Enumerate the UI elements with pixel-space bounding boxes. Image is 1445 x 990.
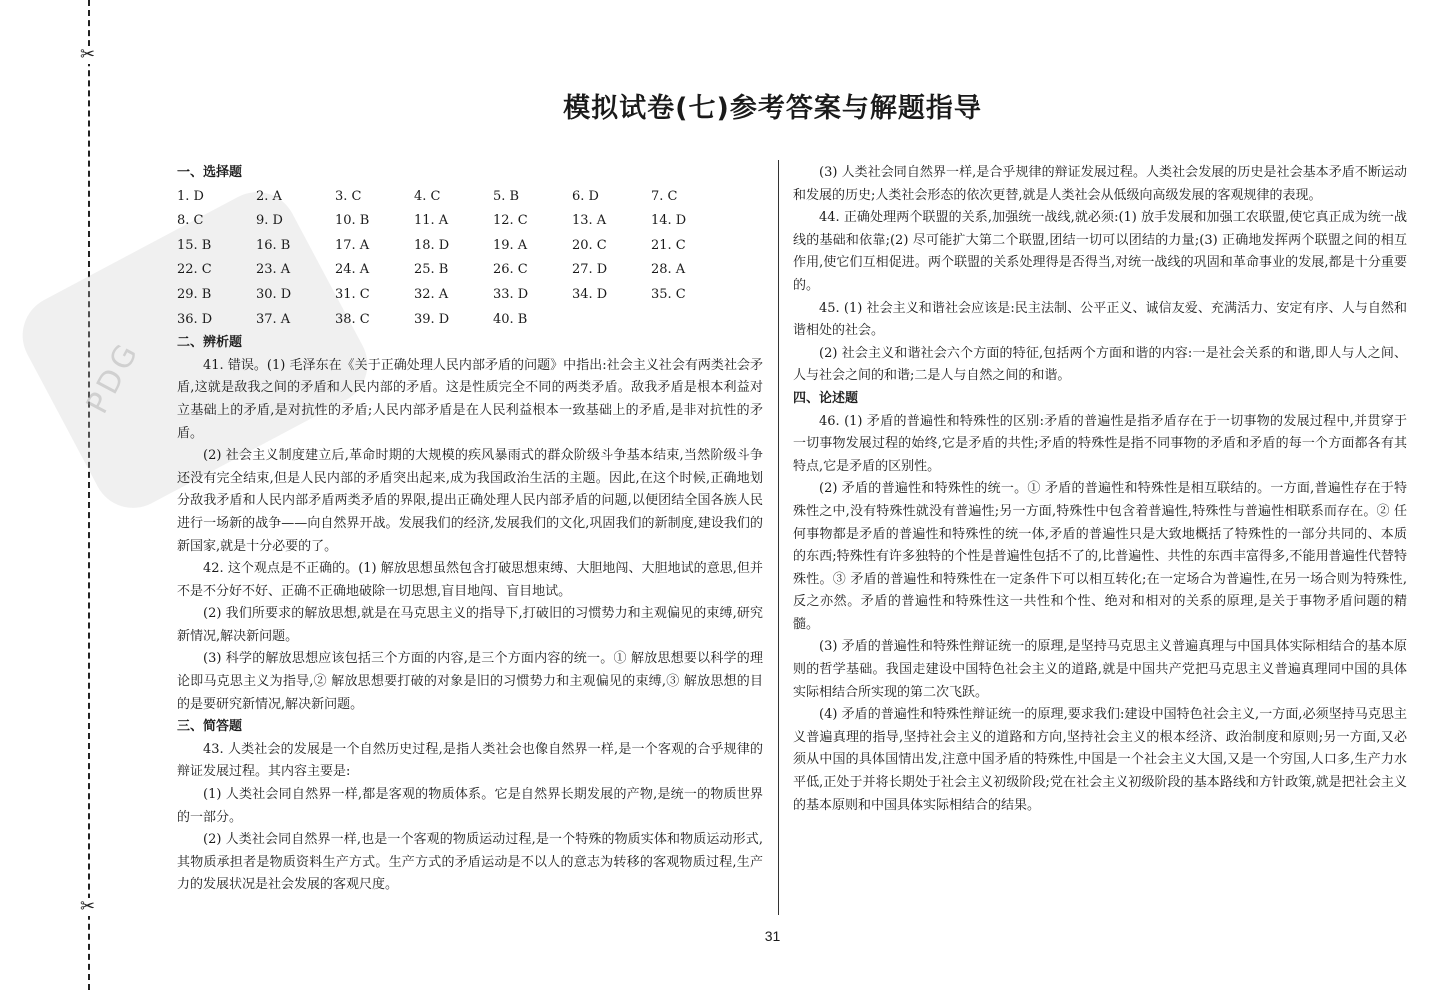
paragraph: (3) 矛盾的普遍性和特殊性辩证统一的原理,是坚持马克思主义普遍真理与中国具体实际相结合的基本原则的哲学基础。我国走建设中国特色社会主义的道路,就是中国共产党把马克思主义普遍真理同中国的具体实际相结合所实现的第二次飞跃。: [793, 639, 1407, 700]
answer-item: 4. C: [414, 188, 441, 204]
answer-item: 14. D: [651, 213, 687, 229]
answer-item: 39. D: [414, 311, 450, 327]
watermark-logo-icon: PDG: [79, 335, 147, 420]
paragraph: (2) 矛盾的普遍性和特殊性的统一。① 矛盾的普遍性和特殊性是相互联结的。一方面,普遍性存在于特殊性之中,没有特殊性就没有普遍性;另一方面,特殊性中包含着普遍性,特殊性与普遍性相联系而存在。② 任何事物都是矛盾的普遍性和特殊性的统一体,矛盾的普遍性只是大致地概括了特殊性的一部分共同的、本质的东西;特殊性有许多独特的个性是普遍性包括不了的,比普遍性、共性的东西丰富得多,不能用普遍性代替特殊性。③ 矛盾的普遍性和特殊性在一定条件下可以相互转化;在一定场合为普遍性,在另一场合则为特殊性,反之亦然。矛盾的普遍性和特殊性这一共性和个性、绝对和相对的关系的原理,是关于事物矛盾问题的精髓。: [793, 481, 1407, 632]
answer-item: 18. D: [414, 237, 450, 253]
answer-item: 32. A: [414, 286, 449, 302]
answer-item: 40. B: [493, 311, 528, 327]
answer-item: 3. C: [335, 188, 362, 204]
answer-item: 37. A: [256, 311, 291, 327]
paragraph: 42. 这个观点是不正确的。(1) 解放思想虽然包含打破思想束缚、大胆地闯、大胆地试的意思,但并不是不分好不好、正确不正确地破除一切思想,盲目地闯、盲目地试。: [177, 561, 763, 599]
paragraph: 44. 正确处理两个联盟的关系,加强统一战线,就必须:(1) 放手发展和加强工农联盟,使它真正成为统一战线的基础和依靠;(2) 尽可能扩大第二个联盟,团结一切可以团结的力量;(3) 正确地发挥两个联盟之间的相互作用,使它们互相促进。两个联盟的关系处理得是否得当,对统一战线的巩固和革命事业的发展,都是十分重要的。: [793, 210, 1407, 293]
answer-item: 5. B: [493, 188, 520, 204]
right-column: [793, 162, 1407, 817]
scissors-icon: ✂: [80, 896, 96, 917]
answer-item: 7. C: [651, 188, 678, 204]
answer-item: 11. A: [414, 213, 449, 229]
paragraph: (3) 科学的解放思想应该包括三个方面的内容,是三个方面内容的统一。① 解放思想要以科学的理论即马克思主义为指导,② 解放思想要打破的对象是旧的习惯势力和主观偏见的束缚,③ 解放思想的目的是要研究新情况,解决新问题。: [177, 651, 763, 712]
answer-item: 38. C: [335, 311, 370, 327]
section-heading: 一、选择题: [177, 165, 243, 180]
left-column: [177, 162, 763, 897]
answer-item: 6. D: [572, 188, 599, 204]
paragraph: (3) 人类社会同自然界一样,是合乎规律的辩证发展过程。人类社会发展的历史是社会基本矛盾不断运动和发展的历史;人类社会形态的依次更替,就是人类社会从低级向高级发展的客观规律的表现。: [793, 165, 1407, 203]
paragraph: (1) 人类社会同自然界一样,都是客观的物质体系。它是自然界长期发展的产物,是统一的物质世界的一部分。: [177, 787, 763, 825]
answer-item: 19. A: [493, 237, 528, 253]
answer-item: 12. C: [493, 213, 528, 229]
paragraph: (2) 社会主义和谐社会六个方面的特征,包括两个方面和谐的内容:一是社会关系的和谐,即人与人之间、人与社会之间的和谐;二是人与自然之间的和谐。: [793, 345, 1407, 384]
answer-item: 36. D: [177, 311, 213, 327]
answer-item: 27. D: [572, 262, 608, 278]
answer-item: 30. D: [256, 286, 292, 302]
answer-item: 8. C: [177, 213, 204, 229]
answer-item: 35. C: [651, 286, 686, 302]
section-heading: 三、简答题: [177, 719, 243, 735]
answer-item: 10. B: [335, 213, 370, 229]
section-heading: 四、论述题: [793, 390, 859, 406]
answer-item: 9. D: [256, 213, 283, 229]
answer-item: 28. A: [651, 262, 686, 278]
paragraph: 45. (1) 社会主义和谐社会应该是:民主法制、公平正义、诚信友爱、充满活力、安定有序、人与自然和谐相处的社会。: [793, 300, 1407, 339]
cut-line: [88, 0, 90, 990]
answer-item: 13. A: [572, 213, 607, 229]
paragraph: 43. 人类社会的发展是一个自然历史过程,是指人类社会也像自然界一样,是一个客观的合乎规律的辩证发展过程。其内容主要是:: [177, 741, 763, 780]
scissors-icon: ✂: [80, 44, 96, 65]
answer-item: 17. A: [335, 237, 370, 253]
paragraph: (2) 社会主义制度建立后,革命时期的大规模的疾风暴雨式的群众阶级斗争基本结束,当然阶级斗争还没有完全结束,但是人民内部的矛盾突出起来,成为我国政治生活的主题。因此,在这个时候,正确地划分敌我矛盾和人民内部矛盾两类矛盾的界限,提出正确处理人民内部矛盾的问题,以便团结全国各族人民进行一场新的战争——向自然界开战。发展我们的经济,发展我们的文化,巩固我们的新制度,建设我们的新国家,就是十分必要的了。: [177, 448, 763, 554]
paragraph: 41. 错误。(1) 毛泽东在《关于正确处理人民内部矛盾的问题》中指出:社会主义社会有两类社会矛盾,这就是敌我之间的矛盾和人民内部的矛盾。这是性质完全不同的两类矛盾。敌我矛盾是根本利益对立基础上的矛盾,是对抗性的矛盾;人民内部矛盾是在人民利益根本一致基础上的矛盾,是非对抗性的矛盾。: [177, 357, 763, 441]
answer-item: 24. A: [335, 262, 370, 278]
paragraph: (4) 矛盾的普遍性和特殊性辩证统一的原理,要求我们:建设中国特色社会主义,一方面,必须坚持马克思主义普遍真理的指导,坚持社会主义的道路和方向,坚持社会主义的根本经济、政治制度和原则;另一方面,又必须从中国的具体国情出发,注意中国矛盾的特殊性,中国是一个社会主义大国,又是一个穷国,人口多,生产力水平低,正处于并将长期处于社会主义初级阶段;党在社会主义初级阶段的基本路线和方针政策,就是把社会主义的基本原则和中国具体实际相结合的结果。: [793, 707, 1407, 813]
answer-item: 25. B: [414, 262, 449, 278]
answer-item: 31. C: [335, 286, 370, 302]
answer-item: 33. D: [493, 286, 529, 302]
answer-item: 21. C: [651, 237, 686, 253]
answer-item: 1. D: [177, 188, 204, 204]
answer-item: 29. B: [177, 286, 212, 302]
section-heading: 二、辨析题: [177, 335, 243, 351]
answer-item: 22. C: [177, 262, 212, 278]
answer-item: 34. D: [572, 286, 608, 302]
paragraph: (2) 人类社会同自然界一样,也是一个客观的物质运动过程,是一个特殊的物质实体和物质运动形式,其物质承担者是物质资料生产方式。生产方式的矛盾运动是不以人的意志为转移的客观物质过程,生产力的发展状况是社会发展的客观尺度。: [177, 832, 763, 893]
answer-item: 16. B: [256, 237, 291, 253]
page-title: 模拟试卷(七)参考答案与解题指导: [563, 93, 982, 124]
paragraph: (2) 我们所要求的解放思想,就是在马克思主义的指导下,打破旧的习惯势力和主观偏见的束缚,研究新情况,解决新问题。: [177, 606, 763, 644]
answer-item: 26. C: [493, 262, 528, 278]
column-divider: [778, 160, 779, 915]
answer-item: 23. A: [256, 262, 291, 278]
answer-item: 20. C: [572, 237, 607, 253]
answer-grid: [177, 185, 763, 333]
page-number: 31: [764, 928, 781, 944]
answer-item: 2. A: [256, 188, 282, 204]
paragraph: 46. (1) 矛盾的普遍性和特殊性的区别:矛盾的普遍性是指矛盾存在于一切事物的发展过程中,并贯穿于一切事物发展过程的始终,它是矛盾的共性;矛盾的特殊性是指不同事物的矛盾和矛盾的每一个方面都各有其特点,它是矛盾的区别性。: [793, 413, 1407, 474]
answer-item: 15. B: [177, 237, 212, 253]
